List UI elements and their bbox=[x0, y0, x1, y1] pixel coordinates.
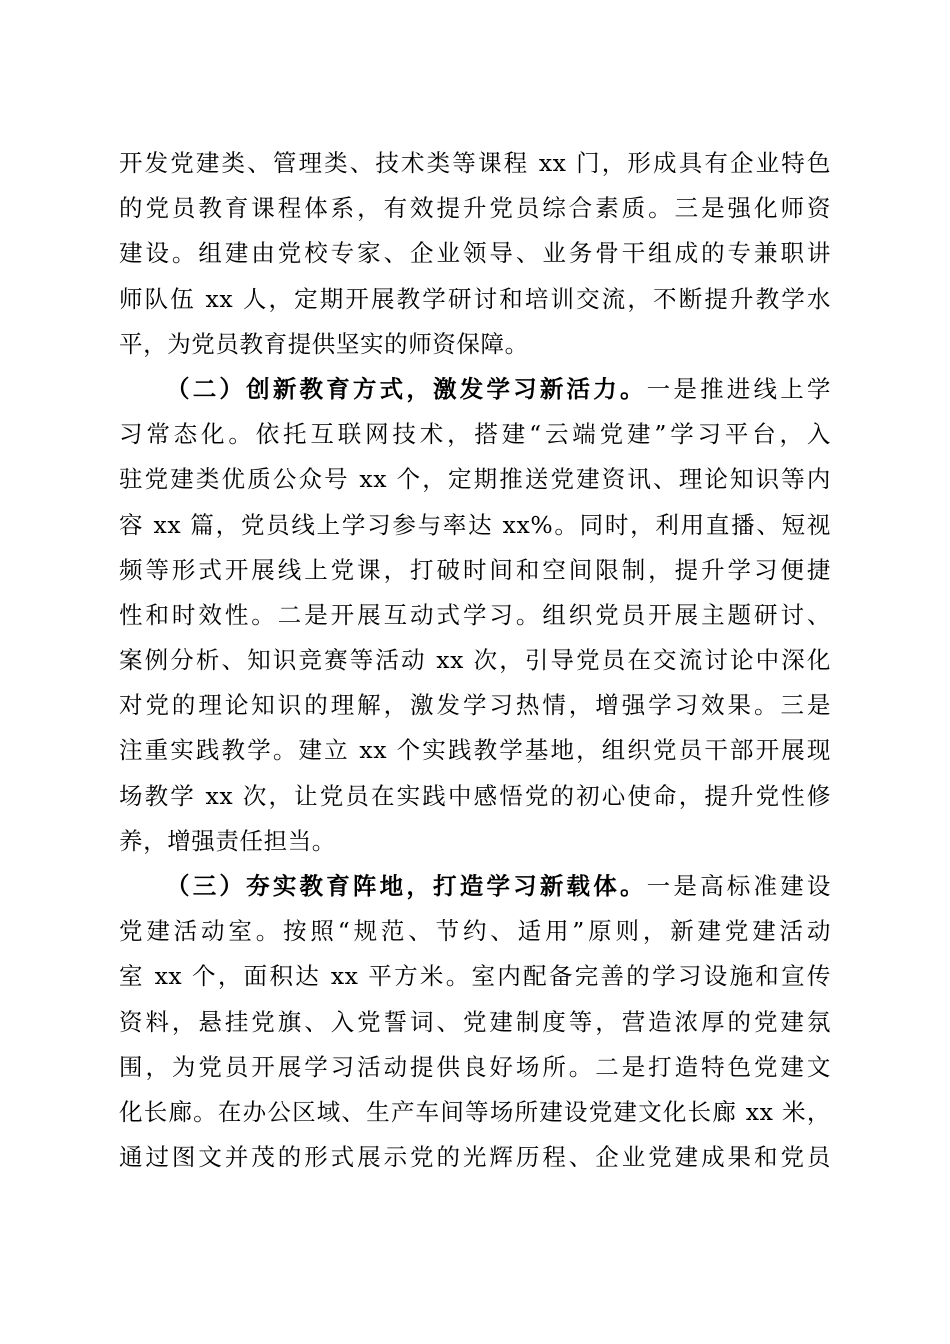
text-line: 平，为党员教育提供坚实的师资保障。 bbox=[119, 329, 529, 358]
text-line: 建设。组建由党校专家、企业领导、业务骨干组成的专兼职讲 bbox=[119, 239, 831, 268]
section-heading: （二）创新教育方式，激发学习新活力。 bbox=[166, 374, 647, 403]
text-line: 对党的理论知识的理解，激发学习热情，增强学习效果。三是 bbox=[119, 691, 831, 720]
text-line: 师队伍 xx 人，定期开展教学研讨和培训交流，不断提升教学水 bbox=[119, 284, 831, 313]
text-line: 化长廊。在办公区域、生产车间等场所建设党建文化长廊 xx 米， bbox=[119, 1097, 831, 1126]
text-line: 容 xx 篇，党员线上学习参与率达 xx%。同时，利用直播、短视 bbox=[119, 510, 831, 539]
text-line: 资料，悬挂党旗、入党誓词、党建制度等，营造浓厚的党建氛 bbox=[119, 1007, 831, 1036]
text-line bbox=[119, 864, 831, 909]
text-line: 的党员教育课程体系，有效提升党员综合素质。三是强化师资 bbox=[119, 194, 831, 223]
text-line: 室 xx 个，面积达 xx 平方米。室内配备完善的学习设施和宣传 bbox=[119, 962, 831, 991]
section-heading: （三）夯实教育阵地，打造学习新载体。 bbox=[166, 872, 647, 900]
paragraph-education-methods bbox=[119, 367, 831, 864]
text-line: 性和时效性。二是开展互动式学习。组织党员开展主题研讨、 bbox=[119, 600, 831, 629]
text-line: 养，增强责任担当。 bbox=[119, 826, 336, 855]
paragraph-curriculum bbox=[119, 141, 831, 367]
text-run: 一是高标准建设 bbox=[646, 872, 831, 900]
text-run: 一是推进线上学 bbox=[646, 374, 831, 403]
text-line: 频等形式开展线上党课，打破时间和空间限制，提升学习便捷 bbox=[119, 555, 831, 584]
text-line: 注重实践教学。建立 xx 个实践教学基地，组织党员干部开展现 bbox=[119, 736, 831, 765]
text-line: 场教学 xx 次，让党员在实践中感悟党的初心使命，提升党性修 bbox=[119, 781, 831, 810]
text-line: 习常态化。依托互联网技术，搭建“云端党建”学习平台，入 bbox=[119, 420, 831, 449]
text-line: 驻党建类优质公众号 xx 个，定期推送党建资讯、理论知识等内 bbox=[119, 465, 831, 494]
text-line: 围，为党员开展学习活动提供良好场所。二是打造特色党建文 bbox=[119, 1052, 831, 1081]
paragraph-education-base bbox=[119, 864, 831, 1180]
text-line: 通过图文并茂的形式展示党的光辉历程、企业党建成果和党员 bbox=[119, 1143, 831, 1172]
text-line: 党建活动室。按照“规范、节约、适用”原则，新建党建活动 bbox=[119, 917, 831, 946]
document-body bbox=[119, 141, 831, 1180]
text-line: 开发党建类、管理类、技术类等课程 xx 门，形成具有企业特色 bbox=[119, 149, 831, 177]
text-line bbox=[119, 367, 831, 412]
text-line: 案例分析、知识竞赛等活动 xx 次，引导党员在交流讨论中深化 bbox=[119, 646, 831, 675]
